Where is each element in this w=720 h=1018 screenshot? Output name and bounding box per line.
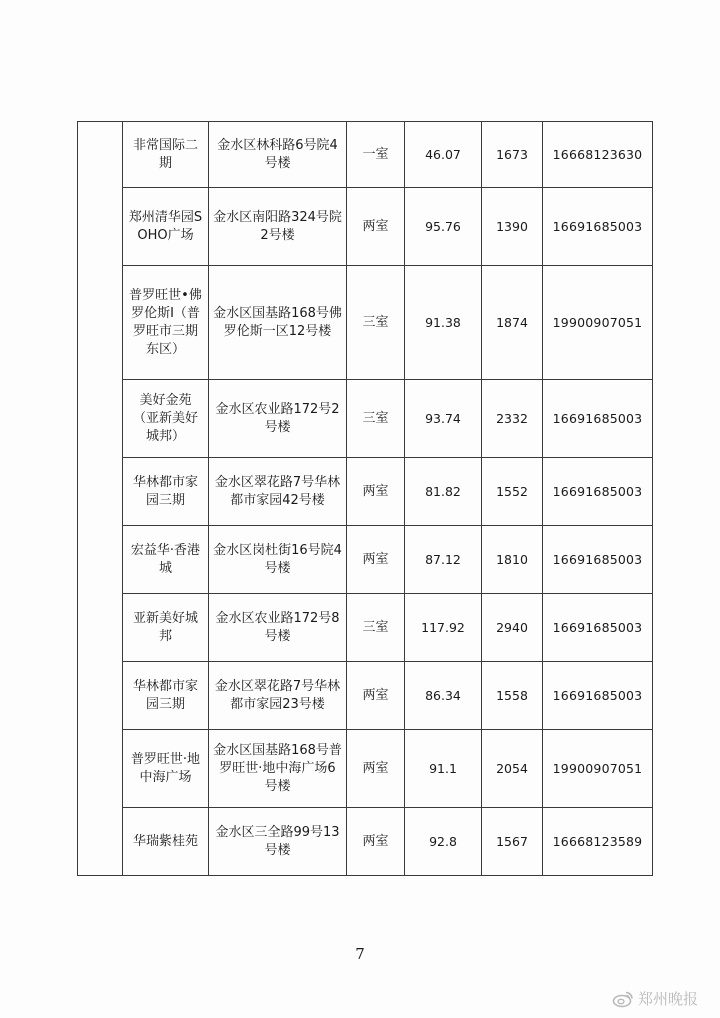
address-cell (209, 730, 347, 808)
rent-cell (482, 526, 543, 594)
community-name-cell-text: 华林都市家园三期 (132, 678, 198, 712)
area-cell (405, 526, 482, 594)
room-type-cell (347, 594, 405, 662)
phone-cell-text: 16691685003 (552, 410, 643, 426)
page-number: 7 (355, 945, 365, 963)
area-cell-text: 95.76 (425, 218, 461, 234)
area-cell (405, 188, 482, 266)
room-type-cell (347, 266, 405, 380)
rent-cell (482, 122, 543, 188)
phone-cell (543, 808, 653, 876)
room-type-cell-text: 一室 (362, 146, 389, 162)
phone-cell-text: 19900907051 (552, 760, 643, 776)
table-row (78, 188, 653, 266)
table-row (78, 662, 653, 730)
rent-cell (482, 188, 543, 266)
phone-cell (543, 458, 653, 526)
table-row (78, 730, 653, 808)
community-name-cell-text: 华瑞紫桂苑 (132, 833, 198, 849)
area-cell-text: 117.92 (421, 619, 465, 635)
address-cell-text: 金水区岗杜街16号院4号楼 (213, 542, 342, 576)
address-cell-text: 金水区翠花路7号华林都市家园42号楼 (214, 474, 341, 508)
area-cell (405, 458, 482, 526)
community-name-cell-text: 非常国际二期 (132, 137, 198, 171)
phone-cell-text: 16668123589 (552, 833, 643, 849)
community-name-cell-text: 美好金苑（亚新美好城邦） (132, 392, 198, 444)
room-type-cell-text: 两室 (362, 483, 389, 499)
community-name-cell (123, 526, 209, 594)
phone-cell (543, 730, 653, 808)
community-name-cell-text: 华林都市家园三期 (132, 474, 198, 508)
rent-cell (482, 808, 543, 876)
rent-cell-text: 1390 (496, 218, 528, 234)
table-row (78, 526, 653, 594)
room-type-cell-text: 两室 (362, 833, 389, 849)
address-cell-text: 金水区南阳路324号院2号楼 (213, 209, 342, 243)
address-cell-text: 金水区翠花路7号华林都市家园23号楼 (214, 678, 341, 712)
area-cell (405, 594, 482, 662)
address-cell (209, 266, 347, 380)
room-type-cell-text: 两室 (362, 218, 389, 234)
room-type-cell (347, 730, 405, 808)
area-cell (405, 266, 482, 380)
area-cell (405, 730, 482, 808)
community-name-cell-text: 普罗旺世•佛罗伦斯Ⅰ（普罗旺市三期东区） (129, 287, 202, 357)
community-name-cell (123, 662, 209, 730)
rent-cell (482, 266, 543, 380)
phone-cell-text: 16691685003 (552, 483, 643, 499)
rent-cell-text: 1567 (496, 833, 528, 849)
phone-cell (543, 266, 653, 380)
rent-cell-text: 1810 (496, 551, 528, 567)
table-row (78, 122, 653, 188)
address-cell (209, 662, 347, 730)
address-cell-text: 金水区国基路168号佛罗伦斯一区12号楼 (213, 305, 342, 339)
address-cell-text: 金水区国基路168号普罗旺世·地中海广场6号楼 (213, 742, 342, 794)
rent-cell (482, 380, 543, 458)
community-name-cell-text: 亚新美好城邦 (132, 610, 198, 644)
community-name-cell (123, 458, 209, 526)
phone-cell (543, 526, 653, 594)
rent-cell (482, 594, 543, 662)
rent-cell (482, 662, 543, 730)
area-cell-text: 92.8 (429, 833, 457, 849)
address-cell (209, 808, 347, 876)
watermark-text: 郑州晚报 (637, 990, 698, 1008)
room-type-cell (347, 122, 405, 188)
area-cell (405, 808, 482, 876)
room-type-cell-text: 三室 (362, 619, 389, 635)
community-name-cell (123, 730, 209, 808)
room-type-cell-text: 两室 (362, 551, 389, 567)
room-type-cell (347, 458, 405, 526)
phone-cell-text: 16691685003 (552, 218, 643, 234)
address-cell-text: 金水区林科路6号院4号楼 (217, 137, 338, 171)
phone-cell (543, 380, 653, 458)
community-name-cell (123, 266, 209, 380)
phone-cell (543, 662, 653, 730)
area-cell-text: 91.1 (429, 760, 457, 776)
area-cell-text: 87.12 (425, 551, 461, 567)
room-type-cell (347, 380, 405, 458)
room-type-cell (347, 188, 405, 266)
phone-cell-text: 16691685003 (552, 619, 643, 635)
area-cell-text: 86.34 (425, 687, 461, 703)
community-name-cell (123, 594, 209, 662)
phone-cell-text: 16668123630 (552, 146, 643, 162)
address-cell (209, 122, 347, 188)
address-cell (209, 594, 347, 662)
area-cell-text: 93.74 (425, 410, 461, 426)
area-cell-text: 46.07 (425, 146, 461, 162)
rent-cell-text: 2054 (496, 760, 528, 776)
rent-cell-text: 1874 (496, 314, 528, 330)
phone-cell-text: 16691685003 (552, 551, 643, 567)
rent-cell-text: 1673 (496, 146, 528, 162)
watermark (612, 988, 698, 1009)
room-type-cell (347, 662, 405, 730)
community-name-cell (123, 122, 209, 188)
room-type-cell (347, 526, 405, 594)
community-name-cell (123, 188, 209, 266)
address-cell-text: 金水区三全路99号13号楼 (215, 824, 340, 858)
table-body (78, 122, 653, 876)
room-type-cell-text: 三室 (362, 314, 389, 330)
area-cell (405, 380, 482, 458)
address-cell-text: 金水区农业路172号8号楼 (215, 610, 340, 644)
phone-cell (543, 188, 653, 266)
community-name-cell (123, 380, 209, 458)
rent-cell-text: 2332 (496, 410, 528, 426)
community-name-cell (123, 808, 209, 876)
room-type-cell-text: 三室 (362, 410, 389, 426)
phone-cell (543, 122, 653, 188)
table-row (78, 594, 653, 662)
room-type-cell-text: 两室 (362, 760, 389, 776)
merged-district-cell (78, 122, 123, 876)
address-cell (209, 188, 347, 266)
rent-cell-text: 1558 (496, 687, 528, 703)
rent-cell-text: 2940 (496, 619, 528, 635)
rent-cell (482, 730, 543, 808)
area-cell (405, 662, 482, 730)
room-type-cell-text: 两室 (362, 687, 389, 703)
address-cell (209, 458, 347, 526)
address-cell (209, 380, 347, 458)
table-row (78, 808, 653, 876)
area-cell (405, 122, 482, 188)
rent-cell (482, 458, 543, 526)
table-row (78, 380, 653, 458)
community-name-cell-text: 宏益华·香港城 (130, 542, 201, 576)
housing-listing-table (77, 121, 653, 876)
phone-cell-text: 16691685003 (552, 687, 643, 703)
weibo-icon (612, 990, 634, 1008)
community-name-cell-text: 郑州清华园SOHO广场 (128, 209, 203, 243)
room-type-cell (347, 808, 405, 876)
rent-cell-text: 1552 (496, 483, 528, 499)
phone-cell (543, 594, 653, 662)
address-cell (209, 526, 347, 594)
area-cell-text: 81.82 (425, 483, 461, 499)
phone-cell-text: 19900907051 (552, 314, 643, 330)
table-row (78, 458, 653, 526)
address-cell-text: 金水区农业路172号2号楼 (215, 401, 340, 435)
table-row (78, 266, 653, 380)
community-name-cell-text: 普罗旺世·地中海广场 (130, 751, 201, 785)
area-cell-text: 91.38 (425, 314, 461, 330)
